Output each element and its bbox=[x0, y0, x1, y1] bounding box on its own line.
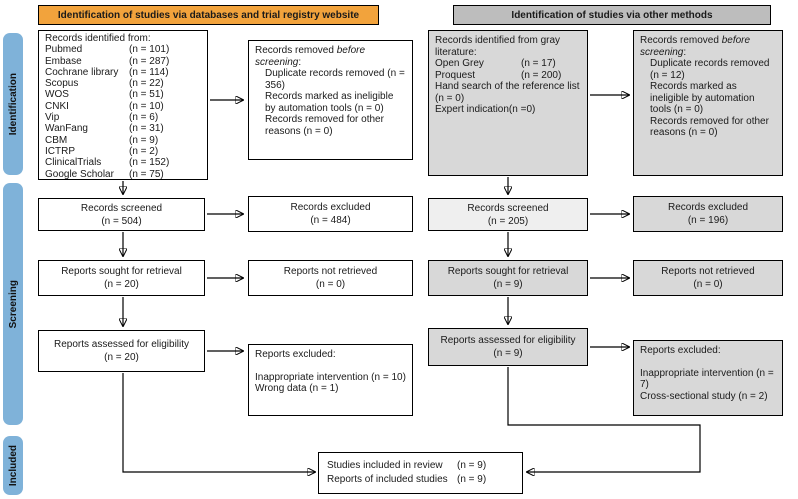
other-reports-excluded-item: Inappropriate intervention (n = 7) bbox=[640, 367, 774, 390]
db-reports-excluded-item: Wrong data (n = 1) bbox=[255, 383, 339, 394]
box-other-reports-assessed: Reports assessed for eligibility (n = 9) bbox=[428, 328, 588, 366]
box-db-reports-assessed: Reports assessed for eligibility (n = 20) bbox=[38, 330, 205, 372]
stage-screening bbox=[3, 183, 23, 425]
other-source-line: Expert indication(n =0) bbox=[435, 104, 536, 115]
stage-identification bbox=[3, 33, 23, 175]
db-source-row: CNKI (n = 10) bbox=[45, 100, 164, 112]
box-db-reports-sought: Reports sought for retrieval (n = 20) bbox=[38, 260, 205, 296]
db-removed-item: Records removed for other reasons (n = 0) bbox=[265, 114, 384, 137]
db-source-row: Google Scholar (n = 75) bbox=[45, 168, 164, 180]
db-source-row: ClinicalTrials (n = 152) bbox=[45, 157, 170, 169]
box-db-records-identified bbox=[38, 30, 208, 180]
box-db-reports-not-retrieved: Reports not retrieved (n = 0) bbox=[248, 260, 413, 296]
stage-included-label: Included bbox=[7, 444, 19, 487]
included-row: Studies included in review (n = 9) bbox=[327, 460, 487, 471]
db-removed-title: Records removed before screening: bbox=[255, 45, 366, 68]
box-other-reports-not-retrieved: Reports not retrieved (n = 0) bbox=[633, 260, 783, 296]
box-other-records-identified bbox=[428, 30, 588, 176]
box-db-records-screened: Records screened (n = 504) bbox=[38, 198, 205, 231]
included-row: Reports of included studies (n = 9) bbox=[327, 474, 487, 485]
db-source-row: CBM (n = 9) bbox=[45, 134, 159, 146]
other-removed-title: Records removed before screening: bbox=[640, 35, 751, 58]
other-identified-title: Records identified from gray literature: bbox=[435, 35, 561, 58]
db-reports-excluded-item: Inappropriate intervention (n = 10) bbox=[255, 371, 406, 383]
header-other-methods: Identification of studies via other methods bbox=[453, 5, 771, 25]
db-source-row: WOS (n = 51) bbox=[45, 89, 164, 101]
stage-included bbox=[3, 436, 23, 495]
box-db-records-removed bbox=[248, 40, 413, 160]
box-db-records-excluded: Records excluded (n = 484) bbox=[248, 196, 413, 232]
other-reports-excluded-title: Reports excluded: bbox=[640, 345, 721, 356]
db-reports-excluded-title: Reports excluded: bbox=[255, 349, 336, 360]
db-source-row: Pubmed (n = 101) bbox=[45, 44, 170, 56]
box-other-reports-excluded bbox=[633, 340, 783, 416]
db-source-row: Embase (n = 287) bbox=[45, 55, 170, 67]
box-other-reports-sought: Reports sought for retrieval (n = 9) bbox=[428, 260, 588, 296]
stage-screening-label: Screening bbox=[7, 279, 19, 329]
other-removed-item: Duplicate records removed (n = 12) bbox=[650, 58, 770, 81]
other-removed-item: Records marked as ineligible by automation tools (n = 0) bbox=[650, 81, 755, 115]
db-identified-title: Records identified from: bbox=[45, 33, 151, 44]
box-other-records-removed bbox=[633, 30, 783, 176]
db-source-row: Vip (n = 6) bbox=[45, 112, 159, 124]
header-databases: Identification of studies via databases and trial registry website bbox=[38, 5, 379, 25]
box-studies-included bbox=[318, 452, 523, 494]
spacer bbox=[255, 361, 406, 372]
other-removed-item: Records removed for other reasons (n = 0) bbox=[650, 115, 769, 138]
other-source-row: Proquest (n = 200) bbox=[435, 69, 562, 81]
box-other-records-excluded: Records excluded (n = 196) bbox=[633, 196, 783, 232]
db-source-row: Cochrane library (n = 114) bbox=[45, 66, 169, 78]
db-source-row: Scopus (n = 22) bbox=[45, 78, 164, 90]
db-source-row: ICTRP (n = 2) bbox=[45, 145, 159, 157]
other-reports-excluded-item: Cross-sectional study (n = 2) bbox=[640, 390, 768, 402]
db-removed-item: Records marked as ineligible by automation tools (n = 0) bbox=[265, 91, 394, 114]
other-source-row: Open Grey (n = 17) bbox=[435, 58, 556, 69]
spacer bbox=[640, 357, 776, 368]
box-db-reports-excluded bbox=[248, 344, 413, 416]
db-source-row: WanFang (n = 31) bbox=[45, 123, 164, 135]
other-source-line: Hand search of the reference list (n = 0) bbox=[435, 81, 580, 104]
stage-identification-label: Identification bbox=[7, 72, 19, 136]
box-other-records-screened: Records screened (n = 205) bbox=[428, 198, 588, 231]
db-removed-item: Duplicate records removed (n = 356) bbox=[265, 68, 405, 91]
